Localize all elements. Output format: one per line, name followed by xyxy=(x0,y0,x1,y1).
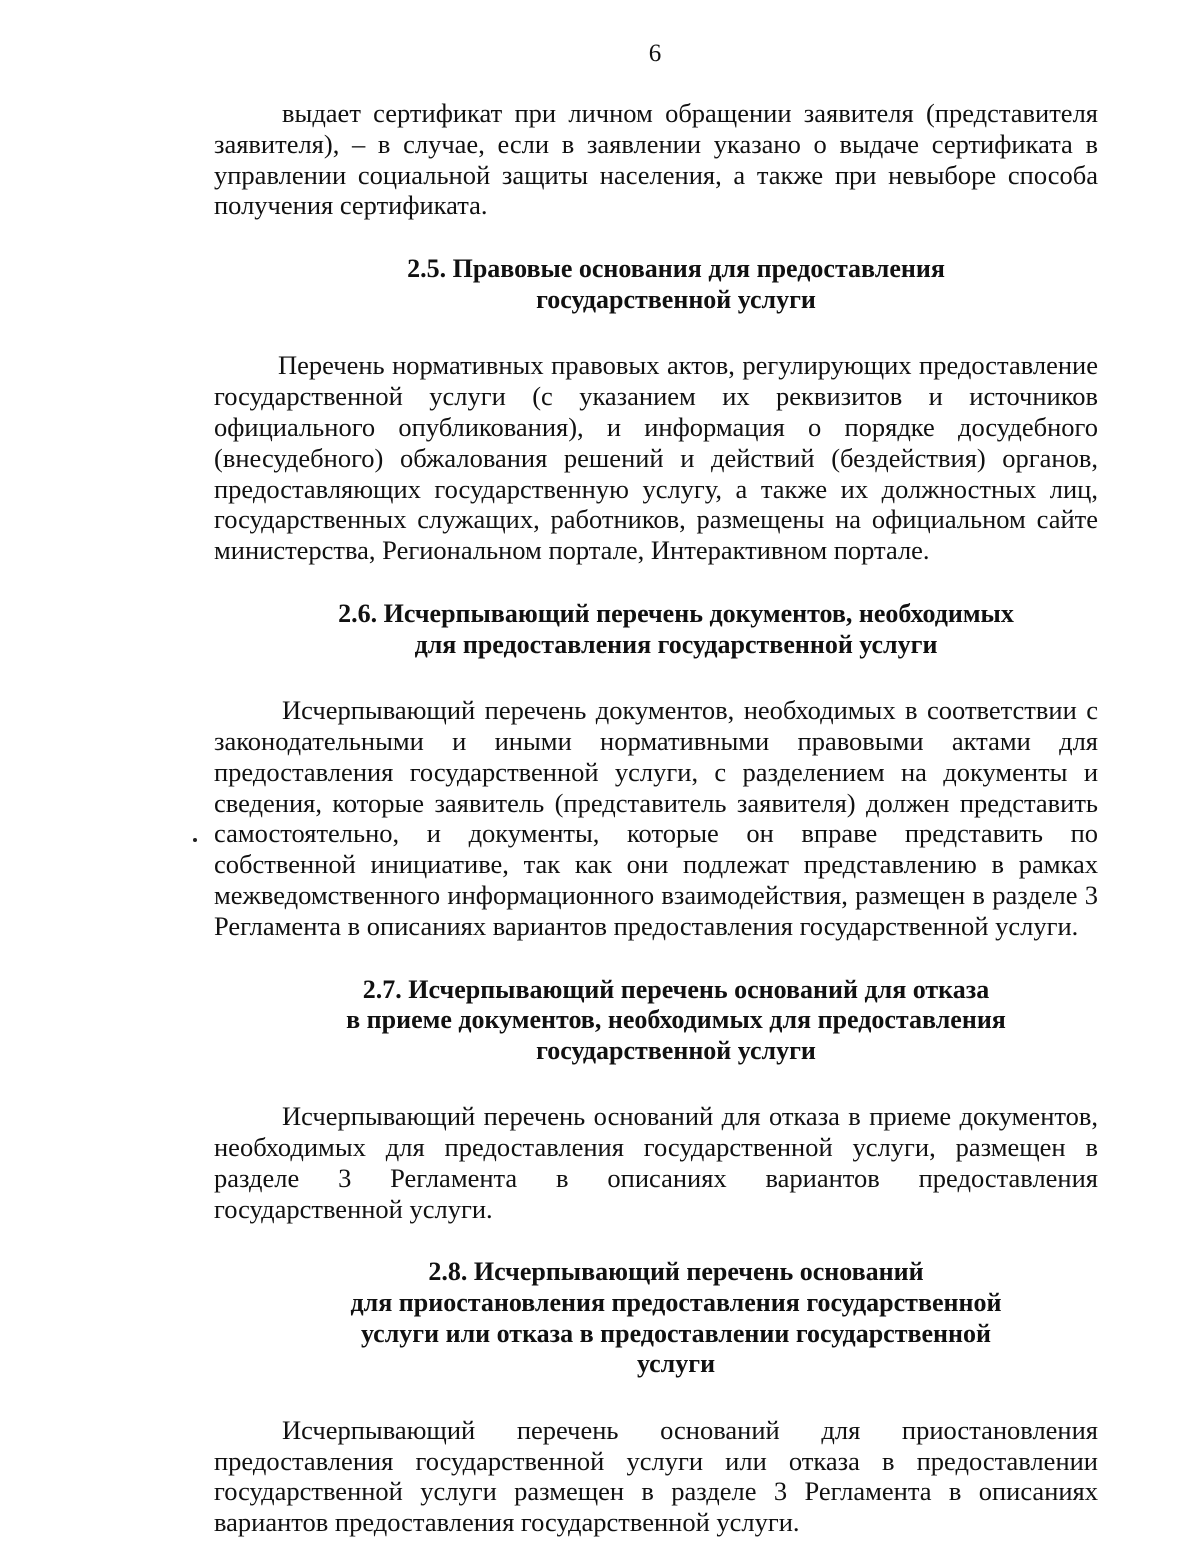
section-2-7-heading-line-1: 2.7. Исчерпывающий перечень оснований для отказа xyxy=(362,974,990,1004)
section-2-6-paragraph: Исчерпывающий перечень документов, необходимых в соответствии с законодательными и иными нормативными правовыми актами для предоставления государственной услуги, с разделением на документы и сведения, которые заявитель (представитель заявителя) должен представить самостоятельно, и документы, которые он вправе представить по собственной инициативе, так как они подлежат представлению в рамках межведомственного информационного взаимодействия, размещен в разделе 3 Регламента в описаниях вариантов предоставления государственной услуги. xyxy=(214,695,1098,941)
section-2-6-heading-line-2: для предоставления государственной услуги xyxy=(414,629,938,659)
section-2-8-heading-line-4: услуги xyxy=(636,1349,716,1379)
page-number: 6 xyxy=(648,40,662,67)
section-2-5-heading-line-1: 2.5. Правовые основания для предоставления xyxy=(407,254,945,284)
intro-paragraph: выдает сертификат при личном обращении заявителя (представителя заявителя), – в случае, если в заявлении указано о выдаче сертификата в управлении социальной защиты населения, а также при невыборе способа получения сертификата. xyxy=(214,98,1098,221)
section-2-5-paragraph: Перечень нормативных правовых актов, регулирующих предоставление государственной услуги (с указанием их реквизитов и источников официального опубликования), и информация о порядке досудебного (внесудебного) обжалования решений и действий (бездействия) органов, предоставляющих государственную услугу, а также их должностных лиц, государственных служащих, работников, размещены на официальном сайте министерства, Региональном портале, Интерактивном портале. xyxy=(214,350,1098,566)
section-2-7-heading xyxy=(214,975,1098,1067)
section-2-7-paragraph: Исчерпывающий перечень оснований для отказа в приеме документов, необходимых для предоставления государственной услуги, размещен в разделе 3 Регламента в описаниях вариантов предоставления государственной услуги. xyxy=(214,1101,1098,1224)
section-2-6-heading-line-1: 2.6. Исчерпывающий перечень документов, необходимых xyxy=(338,598,1014,628)
margin-mark xyxy=(193,838,197,842)
section-2-8-heading-line-2: для приостановления предоставления государственной xyxy=(350,1288,1002,1318)
section-2-7-heading-line-2: в приеме документов, необходимых для предоставления xyxy=(346,1005,1006,1035)
section-2-7-heading-line-3: государственной услуги xyxy=(536,1035,816,1065)
section-2-8-paragraph: Исчерпывающий перечень оснований для приостановления предоставления государственной услуги или отказа в предоставлении государственной услуги размещен в разделе 3 Регламента в описаниях вариантов предоставления государственной услуги. xyxy=(214,1414,1098,1538)
section-2-5-heading xyxy=(214,254,1098,315)
section-2-8-heading-line-1: 2.8. Исчерпывающий перечень оснований xyxy=(428,1257,924,1287)
section-2-8-heading-line-3: услуги или отказа в предоставлении государственной xyxy=(360,1318,992,1348)
section-2-8-heading xyxy=(214,1257,1098,1379)
document-body xyxy=(214,98,1098,1538)
section-2-6-heading xyxy=(214,599,1098,660)
section-2-5-heading-line-2: государственной услуги xyxy=(536,284,816,314)
